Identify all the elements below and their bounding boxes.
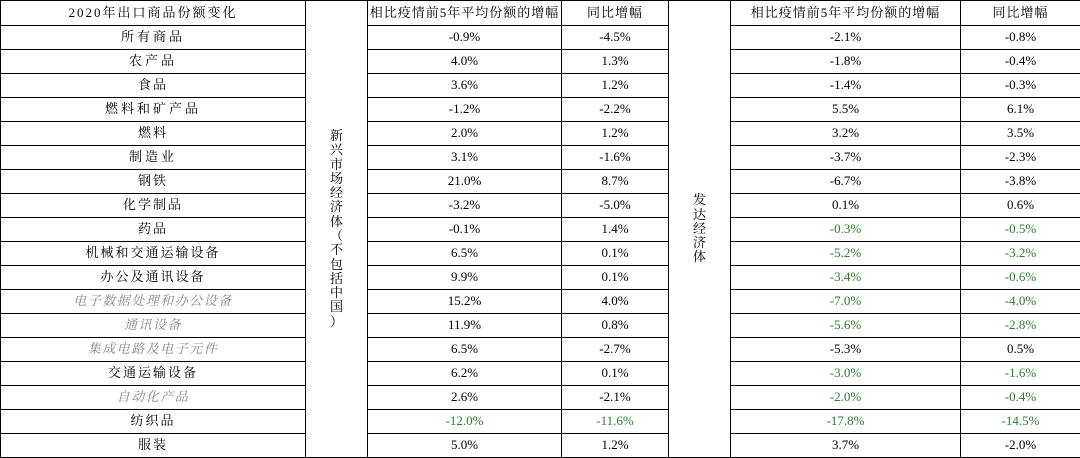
cell-v2: 1.2% <box>562 434 669 458</box>
row-label: 电子数据处理和办公设备 <box>1 290 306 314</box>
row-label: 集成电路及电子元件 <box>1 338 306 362</box>
cell-v4: 6.1% <box>961 98 1080 122</box>
cell-v3: -3.7% <box>731 146 961 170</box>
cell-v2: -5.0% <box>562 194 669 218</box>
cell-v3: -3.4% <box>731 266 961 290</box>
row-label: 办公及通讯设备 <box>1 266 306 290</box>
row-label: 燃料和矿产品 <box>1 98 306 122</box>
cell-v2: 0.1% <box>562 242 669 266</box>
cell-v3: -2.0% <box>731 386 961 410</box>
cell-v4: 0.6% <box>961 194 1080 218</box>
table-header-row <box>1 1 1080 26</box>
table-row <box>1 410 1080 434</box>
cell-v1: 6.2% <box>368 362 562 386</box>
cell-v2: -2.7% <box>562 338 669 362</box>
cell-v4: -0.3% <box>961 74 1080 98</box>
table-row <box>1 74 1080 98</box>
cell-v3: -5.3% <box>731 338 961 362</box>
header-col-v1: 相比疫情前5年平均份额的增幅 <box>368 1 562 26</box>
row-label: 钢铁 <box>1 170 306 194</box>
row-label: 通讯设备 <box>1 314 306 338</box>
cell-v1: 3.6% <box>368 74 562 98</box>
cell-v3: 3.7% <box>731 434 961 458</box>
cell-v4: -4.0% <box>961 290 1080 314</box>
cell-v3: -3.0% <box>731 362 961 386</box>
cell-v1: 6.5% <box>368 242 562 266</box>
cell-v3: -0.3% <box>731 218 961 242</box>
cell-v4: -0.4% <box>961 50 1080 74</box>
table-row <box>1 218 1080 242</box>
cell-v4: -1.6% <box>961 362 1080 386</box>
table-row <box>1 362 1080 386</box>
cell-v4: -0.6% <box>961 266 1080 290</box>
cell-v4: -0.8% <box>961 26 1080 50</box>
table-row <box>1 242 1080 266</box>
cell-v2: 1.4% <box>562 218 669 242</box>
cell-v1: -0.9% <box>368 26 562 50</box>
cell-v3: -5.2% <box>731 242 961 266</box>
table-row <box>1 194 1080 218</box>
row-label: 纺织品 <box>1 410 306 434</box>
cell-v2: 1.2% <box>562 122 669 146</box>
row-label: 农产品 <box>1 50 306 74</box>
table-row <box>1 26 1080 50</box>
cell-v2: -2.1% <box>562 386 669 410</box>
header-title: 2020年出口商品份额变化 <box>1 1 306 26</box>
cell-v3: -1.8% <box>731 50 961 74</box>
table-row <box>1 50 1080 74</box>
cell-v2: 0.1% <box>562 266 669 290</box>
cell-v1: 4.0% <box>368 50 562 74</box>
cell-v1: 9.9% <box>368 266 562 290</box>
table-row <box>1 98 1080 122</box>
cell-v1: 11.9% <box>368 314 562 338</box>
table-row <box>1 122 1080 146</box>
cell-v1: 2.6% <box>368 386 562 410</box>
table-row <box>1 338 1080 362</box>
group-label-emerging <box>306 1 368 458</box>
cell-v2: 4.0% <box>562 290 669 314</box>
cell-v1: 5.0% <box>368 434 562 458</box>
group-label-developed-text: 发 达 经 济 体 <box>669 193 730 264</box>
group-label-developed <box>669 1 731 458</box>
cell-v2: -1.6% <box>562 146 669 170</box>
group-label-emerging-text: 新 兴 市 场 经 济 体 （ 不 包 括 中 国 ） <box>306 129 367 329</box>
cell-v1: -3.2% <box>368 194 562 218</box>
cell-v1: 6.5% <box>368 338 562 362</box>
table-row <box>1 146 1080 170</box>
cell-v2: 1.2% <box>562 74 669 98</box>
row-label: 药品 <box>1 218 306 242</box>
cell-v1: -0.1% <box>368 218 562 242</box>
cell-v4: -2.0% <box>961 434 1080 458</box>
cell-v3: -2.1% <box>731 26 961 50</box>
cell-v2: 0.8% <box>562 314 669 338</box>
cell-v4: -2.3% <box>961 146 1080 170</box>
cell-v3: -7.0% <box>731 290 961 314</box>
row-label: 制造业 <box>1 146 306 170</box>
cell-v4: -2.8% <box>961 314 1080 338</box>
cell-v3: -1.4% <box>731 74 961 98</box>
cell-v3: 3.2% <box>731 122 961 146</box>
table-row <box>1 314 1080 338</box>
cell-v4: -0.4% <box>961 386 1080 410</box>
row-label: 化学制品 <box>1 194 306 218</box>
cell-v3: 0.1% <box>731 194 961 218</box>
cell-v1: 21.0% <box>368 170 562 194</box>
cell-v1: -1.2% <box>368 98 562 122</box>
cell-v4: -0.5% <box>961 218 1080 242</box>
cell-v2: 0.1% <box>562 362 669 386</box>
header-col-v2: 同比增幅 <box>562 1 669 26</box>
table-row <box>1 386 1080 410</box>
cell-v4: 0.5% <box>961 338 1080 362</box>
header-col-v3: 相比疫情前5年平均份额的增幅 <box>731 1 961 26</box>
row-label: 所有商品 <box>1 26 306 50</box>
cell-v2: -4.5% <box>562 26 669 50</box>
row-label: 服装 <box>1 434 306 458</box>
cell-v2: -11.6% <box>562 410 669 434</box>
cell-v3: -5.6% <box>731 314 961 338</box>
row-label: 交通运输设备 <box>1 362 306 386</box>
cell-v1: 3.1% <box>368 146 562 170</box>
cell-v2: 1.3% <box>562 50 669 74</box>
cell-v1: 15.2% <box>368 290 562 314</box>
cell-v3: 5.5% <box>731 98 961 122</box>
row-label: 燃料 <box>1 122 306 146</box>
table-body <box>1 1 1080 458</box>
cell-v1: 2.0% <box>368 122 562 146</box>
cell-v2: 8.7% <box>562 170 669 194</box>
row-label: 自动化产品 <box>1 386 306 410</box>
cell-v4: -3.8% <box>961 170 1080 194</box>
table-row <box>1 290 1080 314</box>
row-label: 机械和交通运输设备 <box>1 242 306 266</box>
table-row <box>1 266 1080 290</box>
cell-v4: -3.2% <box>961 242 1080 266</box>
cell-v4: 3.5% <box>961 122 1080 146</box>
table-row <box>1 434 1080 458</box>
cell-v3: -6.7% <box>731 170 961 194</box>
cell-v3: -17.8% <box>731 410 961 434</box>
table-row <box>1 170 1080 194</box>
cell-v4: -14.5% <box>961 410 1080 434</box>
row-label: 食品 <box>1 74 306 98</box>
header-col-v4: 同比增幅 <box>961 1 1080 26</box>
cell-v1: -12.0% <box>368 410 562 434</box>
cell-v2: -2.2% <box>562 98 669 122</box>
